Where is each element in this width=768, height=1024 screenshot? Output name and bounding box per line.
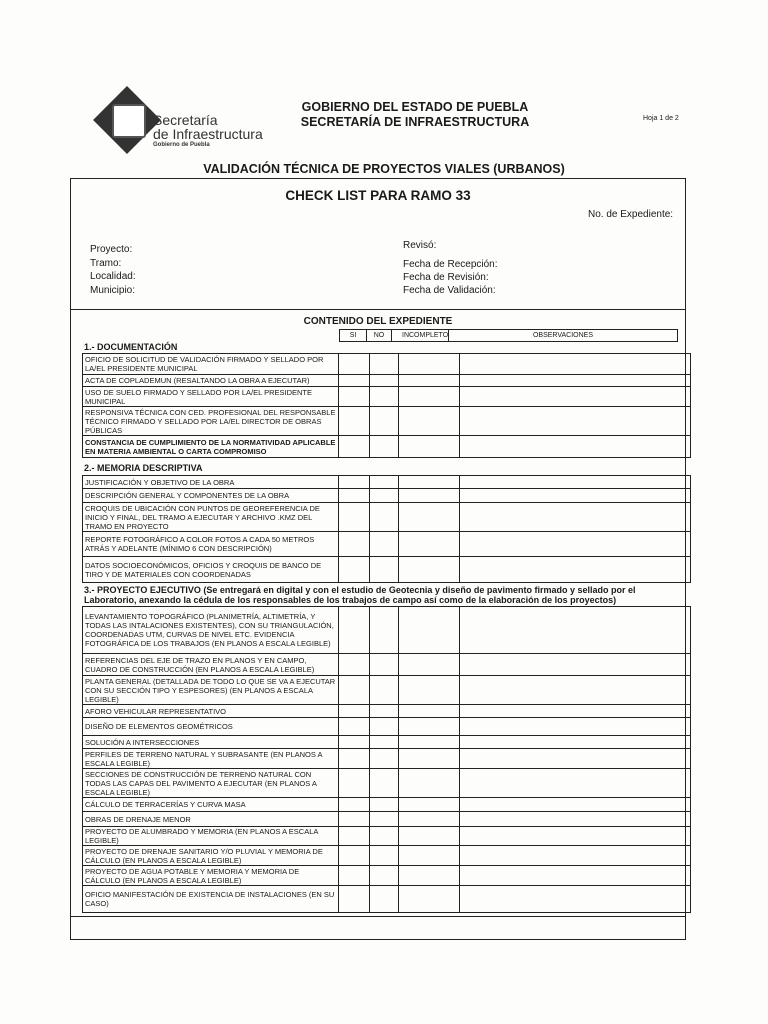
item-label: CONSTANCIA DE CUMPLIMIENTO DE LA NORMATIVIDAD APLICABLE EN MATERIA AMBIENTAL O CARTA COMPROMISO [83, 436, 339, 458]
no-checkbox[interactable] [370, 866, 399, 886]
incompleto-checkbox[interactable] [399, 749, 460, 769]
item-label: AFORO VEHICULAR REPRESENTATIVO [83, 705, 339, 718]
item-label: SOLUCIÓN A INTERSECCIONES [83, 736, 339, 749]
observaciones-field[interactable] [460, 654, 691, 676]
page-number: Hoja 1 de 2 [643, 115, 679, 122]
reviso-label: Revisó: [403, 240, 437, 251]
table-row [83, 354, 691, 375]
item-label: PROYECTO DE DRENAJE SANITARIO Y/O PLUVIAL Y MEMORIA DE CÁLCULO (EN PLANOS A ESCALA LEGIBLE) [83, 846, 339, 866]
no-checkbox[interactable] [370, 676, 399, 705]
table-row [83, 676, 691, 705]
header-separator [70, 309, 686, 310]
no-checkbox[interactable] [370, 705, 399, 718]
table-row [83, 798, 691, 812]
observaciones-field[interactable] [460, 607, 691, 654]
contenido-title: CONTENIDO DEL EXPEDIENTE [303, 316, 453, 327]
table-row [83, 476, 691, 489]
fecha-recepcion-label: Fecha de Recepción: [403, 259, 498, 270]
si-checkbox[interactable] [339, 705, 370, 718]
no-checkbox[interactable] [370, 436, 399, 458]
table-row [83, 387, 691, 407]
no-checkbox[interactable] [370, 354, 399, 375]
no-checkbox[interactable] [370, 654, 399, 676]
no-checkbox[interactable] [370, 749, 399, 769]
table-row [83, 503, 691, 532]
incompleto-checkbox[interactable] [399, 866, 460, 886]
col-no-header: NO [366, 329, 392, 342]
observaciones-field[interactable] [460, 476, 691, 489]
observaciones-field[interactable] [460, 489, 691, 503]
incompleto-checkbox[interactable] [399, 676, 460, 705]
incompleto-checkbox[interactable] [399, 476, 460, 489]
incompleto-checkbox[interactable] [399, 769, 460, 798]
section-2-table [82, 475, 691, 583]
si-checkbox[interactable] [339, 557, 370, 583]
table-row [83, 846, 691, 866]
table-row [83, 489, 691, 503]
table-row [83, 812, 691, 827]
table-row [83, 705, 691, 718]
si-checkbox[interactable] [339, 407, 370, 436]
header-gobierno: GOBIERNO DEL ESTADO DE PUEBLA [301, 100, 529, 114]
si-checkbox[interactable] [339, 769, 370, 798]
observaciones-field[interactable] [460, 387, 691, 407]
col-observaciones-header: OBSERVACIONES [448, 329, 678, 342]
municipio-label: Municipio: [90, 285, 136, 296]
item-label: OBRAS DE DRENAJE MENOR [83, 812, 339, 827]
si-checkbox[interactable] [339, 436, 370, 458]
no-checkbox[interactable] [370, 387, 399, 407]
observaciones-field[interactable] [460, 812, 691, 827]
item-label: CÁLCULO DE TERRACERÍAS Y CURVA MASA [83, 798, 339, 812]
item-label: CROQUIS DE UBICACIÓN CON PUNTOS DE GEOREFERENCIA DE INICIO Y FINAL, DEL TRAMO A EJECUTAR Y ARCHIVO .KMZ DEL TRAMO EN PROYECTO [83, 503, 339, 532]
observaciones-field[interactable] [460, 736, 691, 749]
table-row [83, 769, 691, 798]
table-row [83, 557, 691, 583]
observaciones-field[interactable] [460, 846, 691, 866]
no-checkbox[interactable] [370, 827, 399, 846]
incompleto-checkbox[interactable] [399, 736, 460, 749]
si-checkbox[interactable] [339, 749, 370, 769]
logo-text-2: de Infraestructura [153, 126, 263, 142]
si-checkbox[interactable] [339, 532, 370, 557]
section-3-title: 3.- PROYECTO EJECUTIVO (Se entregará en digital y con el estudio de Geotecnia y diseño de pavimento firmado y sellado por el Laboratorio, anexando la cédula de los responsables de los trabajos de campo así como de la elaboración de los proyectos) [84, 585, 636, 605]
incompleto-checkbox[interactable] [399, 354, 460, 375]
item-label: PERFILES DE TERRENO NATURAL Y SUBRASANTE (EN PLANOS A ESCALA LEGIBLE) [83, 749, 339, 769]
incompleto-checkbox[interactable] [399, 503, 460, 532]
fecha-revision-label: Fecha de Revisión: [403, 272, 489, 283]
incompleto-checkbox[interactable] [399, 846, 460, 866]
table-row [83, 866, 691, 886]
no-checkbox[interactable] [370, 846, 399, 866]
item-label: REPORTE FOTOGRÁFICO A COLOR FOTOS A CADA 50 METROS ATRÁS Y ADELANTE (MÍNIMO 6 CON DESCRIPCIÓN) [83, 532, 339, 557]
si-checkbox[interactable] [339, 375, 370, 387]
incompleto-checkbox[interactable] [399, 718, 460, 736]
si-checkbox[interactable] [339, 503, 370, 532]
si-checkbox[interactable] [339, 886, 370, 913]
table-row [83, 718, 691, 736]
item-label: DESCRIPCIÓN GENERAL Y COMPONENTES DE LA OBRA [83, 489, 339, 503]
item-label: PROYECTO DE AGUA POTABLE Y MEMORIA Y MEMORIA DE CÁLCULO (EN PLANOS A ESCALA LEGIBLE) [83, 866, 339, 886]
coat-of-arms-icon [112, 104, 146, 138]
si-checkbox[interactable] [339, 736, 370, 749]
observaciones-field[interactable] [460, 676, 691, 705]
item-label: SECCIONES DE CONSTRUCCIÓN DE TERRENO NATURAL CON TODAS LAS CAPAS DEL PAVIMENTO A EJECUTAR (EN PLANOS A ESCALA LEGIBLE) [83, 769, 339, 798]
observaciones-field[interactable] [460, 886, 691, 913]
table-row [83, 532, 691, 557]
incompleto-checkbox[interactable] [399, 436, 460, 458]
si-checkbox[interactable] [339, 846, 370, 866]
table-row [83, 827, 691, 846]
item-label: PLANTA GENERAL (DETALLADA DE TODO LO QUE SE VA A EJECUTAR CON SU SECCIÓN TIPO Y ESPESORES) (EN PLANOS A ESCALA LEGIBLE) [83, 676, 339, 705]
table-row [83, 886, 691, 913]
incompleto-checkbox[interactable] [399, 827, 460, 846]
observaciones-field[interactable] [460, 375, 691, 387]
observaciones-field[interactable] [460, 354, 691, 375]
table-row [83, 436, 691, 458]
incompleto-checkbox[interactable] [399, 812, 460, 827]
table-row [83, 654, 691, 676]
item-label: JUSTIFICACIÓN Y OBJETIVO DE LA OBRA [83, 476, 339, 489]
no-checkbox[interactable] [370, 557, 399, 583]
incompleto-checkbox[interactable] [399, 557, 460, 583]
observaciones-field[interactable] [460, 798, 691, 812]
observaciones-field[interactable] [460, 532, 691, 557]
no-checkbox[interactable] [370, 718, 399, 736]
no-checkbox[interactable] [370, 736, 399, 749]
expediente-label: No. de Expediente: [588, 209, 674, 220]
no-checkbox[interactable] [370, 503, 399, 532]
localidad-label: Localidad: [90, 271, 136, 282]
observaciones-field[interactable] [460, 866, 691, 886]
si-checkbox[interactable] [339, 827, 370, 846]
no-checkbox[interactable] [370, 476, 399, 489]
item-label: OFICIO MANIFESTACIÓN DE EXISTENCIA DE INSTALACIONES (EN SU CASO) [83, 886, 339, 913]
item-label: DATOS SOCIOECONÓMICOS, OFICIOS Y CROQUIS DE BANCO DE TIRO Y DE MATERIALES CON COORDENADAS [83, 557, 339, 583]
observaciones-field[interactable] [460, 705, 691, 718]
col-incompleto-header: INCOMPLETO [391, 329, 449, 342]
si-checkbox[interactable] [339, 676, 370, 705]
item-label: RESPONSIVA TÉCNICA CON CED. PROFESIONAL DEL RESPONSABLE TÉCNICO FIRMADO Y SELLADO POR LA/EL DIRECTOR DE OBRAS PÚBLICAS [83, 407, 339, 436]
si-checkbox[interactable] [339, 387, 370, 407]
incompleto-checkbox[interactable] [399, 705, 460, 718]
incompleto-checkbox[interactable] [399, 607, 460, 654]
observaciones-field[interactable] [460, 749, 691, 769]
observaciones-field[interactable] [460, 436, 691, 458]
no-checkbox[interactable] [370, 798, 399, 812]
si-checkbox[interactable] [339, 354, 370, 375]
item-label: PROYECTO DE ALUMBRADO Y MEMORIA (EN PLANOS A ESCALA LEGIBLE) [83, 827, 339, 846]
incompleto-checkbox[interactable] [399, 886, 460, 913]
si-checkbox[interactable] [339, 798, 370, 812]
table-row [83, 736, 691, 749]
no-checkbox[interactable] [370, 812, 399, 827]
si-checkbox[interactable] [339, 607, 370, 654]
incompleto-checkbox[interactable] [399, 798, 460, 812]
item-label: ACTA DE COPLADEMUN (RESALTANDO LA OBRA A EJECUTAR) [83, 375, 339, 387]
table-row [83, 607, 691, 654]
section-3-table [82, 606, 691, 913]
incompleto-checkbox[interactable] [399, 532, 460, 557]
fecha-validacion-label: Fecha de Validación: [403, 285, 496, 296]
table-row [83, 749, 691, 769]
item-label: LEVANTAMIENTO TOPOGRÁFICO (PLANIMETRÍA, ALTIMETRÍA, Y TODAS LAS INTALACIONES EXISTENTES), CON SU TRIANGULACIÓN, COORDENADAS UTM, CURVAS DE NIVEL ETC. EVIDENCIA FOTOGRÁFICA DE LOS TRABAJOS (EN PLANOS A ESCALA LEGIBLE) [83, 607, 339, 654]
logo-text-1: Secretaría [153, 112, 218, 128]
si-checkbox[interactable] [339, 812, 370, 827]
col-si-header: SI [339, 329, 367, 342]
no-checkbox[interactable] [370, 375, 399, 387]
si-checkbox[interactable] [339, 654, 370, 676]
item-label: REFERENCIAS DEL EJE DE TRAZO EN PLANOS Y EN CAMPO, CUADRO DE CONSTRUCCIÓN (EN PLANOS A ESCALA LEGIBLE) [83, 654, 339, 676]
observaciones-field[interactable] [460, 769, 691, 798]
header-secretaria: SECRETARÍA DE INFRAESTRUCTURA [300, 115, 530, 129]
no-checkbox[interactable] [370, 532, 399, 557]
validation-title: VALIDACIÓN TÉCNICA DE PROYECTOS VIALES (URBANOS) [203, 162, 565, 176]
footer-separator [70, 916, 686, 917]
observaciones-field[interactable] [460, 557, 691, 583]
item-label: USO DE SUELO FIRMADO Y SELLADO POR LA/EL PRESIDENTE MUNICIPAL [83, 387, 339, 407]
si-checkbox[interactable] [339, 718, 370, 736]
observaciones-field[interactable] [460, 718, 691, 736]
incompleto-checkbox[interactable] [399, 375, 460, 387]
checklist-title: CHECK LIST PARA RAMO 33 [285, 188, 471, 203]
section-1-table [82, 353, 691, 458]
observaciones-field[interactable] [460, 827, 691, 846]
incompleto-checkbox[interactable] [399, 654, 460, 676]
table-row [83, 375, 691, 387]
item-label: DISEÑO DE ELEMENTOS GEOMÉTRICOS [83, 718, 339, 736]
no-checkbox[interactable] [370, 769, 399, 798]
incompleto-checkbox[interactable] [399, 489, 460, 503]
incompleto-checkbox[interactable] [399, 387, 460, 407]
observaciones-field[interactable] [460, 503, 691, 532]
section-1-title: 1.- DOCUMENTACIÓN [84, 342, 178, 352]
no-checkbox[interactable] [370, 489, 399, 503]
proyecto-label: Proyecto: [90, 244, 133, 255]
si-checkbox[interactable] [339, 866, 370, 886]
item-label: OFICIO DE SOLICITUD DE VALIDACIÓN FIRMADO Y SELLADO POR LA/EL PRESIDENTE MUNICIPAL [83, 354, 339, 375]
no-checkbox[interactable] [370, 407, 399, 436]
incompleto-checkbox[interactable] [399, 407, 460, 436]
table-row [83, 407, 691, 436]
observaciones-field[interactable] [460, 407, 691, 436]
no-checkbox[interactable] [370, 886, 399, 913]
si-checkbox[interactable] [339, 476, 370, 489]
no-checkbox[interactable] [370, 607, 399, 654]
tramo-label: Tramo: [90, 258, 122, 269]
logo-tag: Gobierno de Puebla [153, 142, 210, 148]
section-2-title: 2.- MEMORIA DESCRIPTIVA [84, 463, 203, 473]
si-checkbox[interactable] [339, 489, 370, 503]
